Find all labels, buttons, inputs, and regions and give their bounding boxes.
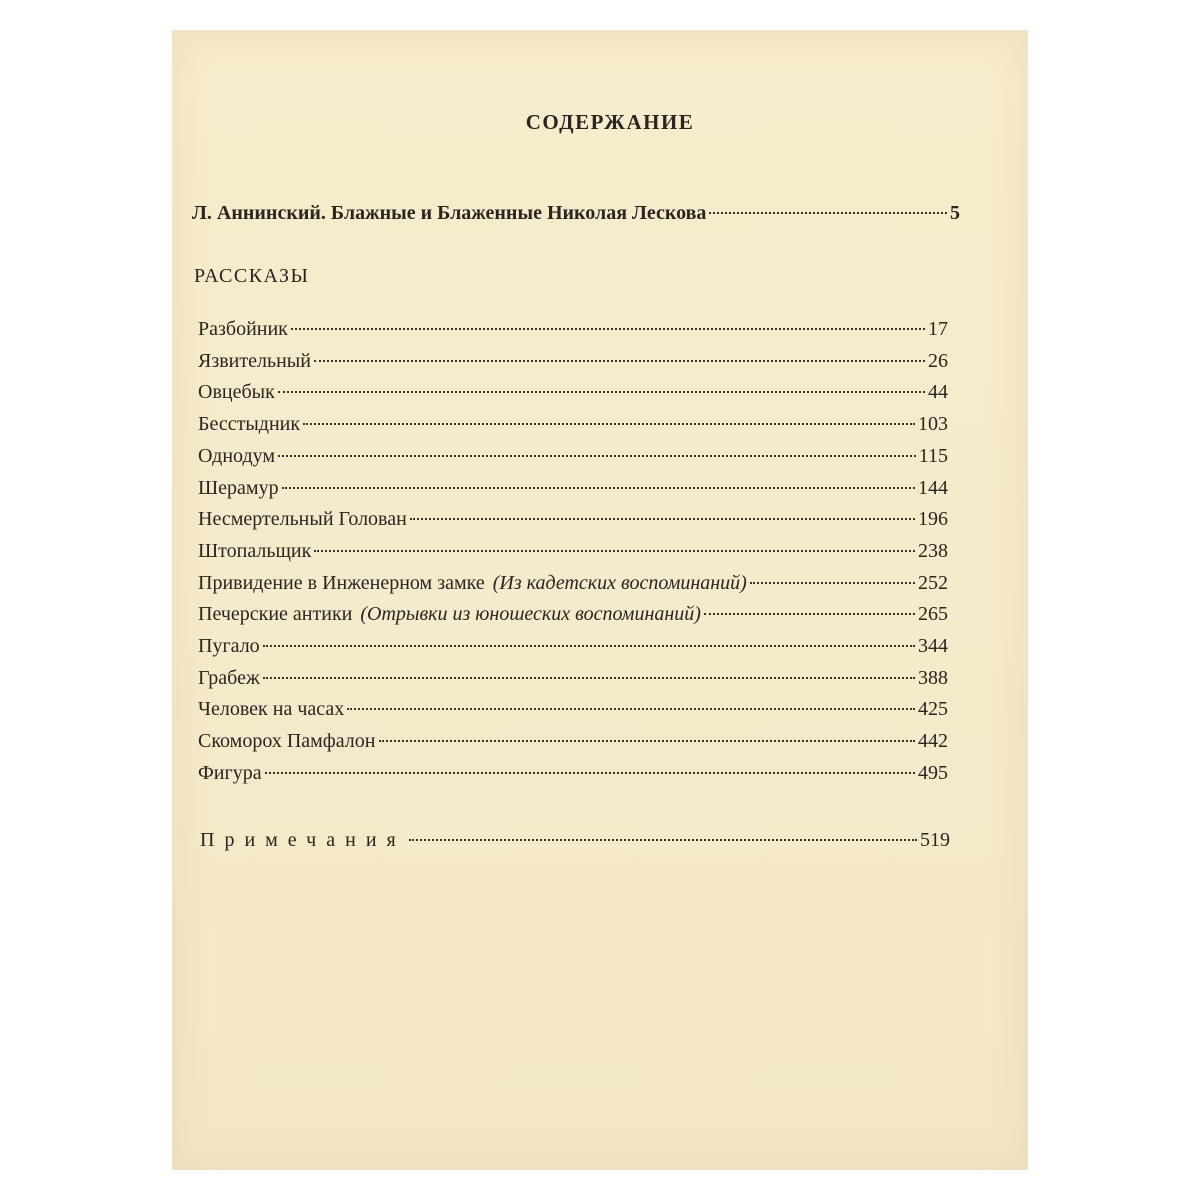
toc-entry	[198, 506, 948, 532]
dot-leader	[314, 550, 915, 552]
toc-entry	[198, 443, 948, 469]
book-page	[172, 30, 1028, 1170]
dot-leader	[704, 613, 915, 615]
toc-entry-title: Штопальщик	[198, 539, 312, 562]
toc-entry-page: 425	[918, 698, 948, 721]
toc-entry-intro	[192, 200, 960, 226]
toc-entry-page: 44	[928, 381, 948, 404]
toc-entry-title: Несмертельный Голован	[198, 508, 407, 531]
toc-entry	[198, 538, 948, 564]
toc-entry-page: 115	[918, 444, 948, 467]
toc-entry	[198, 348, 948, 374]
toc-entry-title: Бесстыдник	[198, 413, 301, 436]
dot-leader	[303, 423, 915, 425]
toc-entry-title: Фигура	[198, 761, 262, 784]
dot-leader	[263, 677, 915, 679]
page-heading: СОДЕРЖАНИЕ	[525, 110, 695, 134]
toc-entry-title: Грабеж	[198, 666, 260, 689]
toc-entry-subtitle: (Отрывки из юношеских воспоминаний)	[360, 603, 701, 626]
toc-entry	[198, 475, 948, 501]
dot-leader	[379, 740, 916, 742]
toc-entry-title: Овцебык	[198, 381, 275, 404]
dot-leader	[314, 360, 925, 362]
toc-entry-title: Скоморох Памфалон	[198, 730, 376, 753]
toc-entry	[198, 696, 948, 722]
toc-entry-title: Привидение в Инженерном замке	[198, 571, 485, 594]
toc-entry-title: Печерские антики	[198, 603, 353, 626]
toc-entry-title: Примечания	[200, 829, 406, 851]
toc-entry-title: Язвительный	[198, 349, 311, 372]
toc-entry-page: 252	[918, 571, 948, 594]
dot-leader	[282, 487, 915, 489]
dot-leader	[410, 518, 915, 520]
toc-entry-notes	[200, 827, 950, 853]
toc-entry-page: 388	[918, 666, 948, 689]
toc-entry-page: 26	[928, 349, 948, 372]
toc-entry-page: 495	[918, 761, 948, 784]
dot-leader	[750, 582, 915, 584]
toc-entry-page: 519	[920, 829, 950, 851]
dot-leader	[347, 708, 915, 710]
toc-entry-page: 344	[918, 635, 948, 657]
toc-entry-page: 17	[928, 318, 948, 340]
toc-entry-page: 265	[918, 603, 948, 626]
dot-leader	[278, 391, 925, 393]
toc-entry-title: Разбойник	[198, 318, 288, 340]
dot-leader	[709, 212, 947, 214]
toc-entry-page: 5	[950, 202, 960, 224]
dot-leader	[263, 645, 915, 647]
toc-entry-page: 144	[918, 476, 948, 499]
section-label: РАССКАЗЫ	[194, 265, 310, 287]
dot-leader	[278, 455, 916, 457]
toc-entry-page: 238	[918, 539, 948, 562]
toc-entry-title: Однодум	[198, 444, 276, 467]
toc-entry	[198, 601, 948, 627]
toc-entry-page: 196	[918, 508, 948, 531]
toc-entry-page: 103	[918, 413, 948, 436]
toc-entry-subtitle: (Из кадетских воспоминаний)	[492, 571, 747, 594]
toc-entry	[198, 316, 948, 342]
toc-entry	[198, 760, 948, 786]
dot-leader	[291, 328, 925, 330]
toc-entry	[198, 411, 948, 437]
dot-leader	[265, 772, 915, 774]
toc-entry-title: Человек на часах	[198, 698, 345, 721]
dot-leader	[409, 839, 917, 841]
toc-entry-page: 442	[918, 730, 948, 753]
toc-entry-title: Л. Аннинский. Блажные и Блаженные Николая Лескова	[192, 202, 707, 224]
toc-entry	[198, 379, 948, 405]
toc-entry	[198, 633, 948, 659]
toc-entry	[198, 728, 948, 754]
toc-entry	[198, 665, 948, 691]
toc-entry	[198, 570, 948, 596]
toc-entry-title: Пугало	[198, 635, 260, 657]
toc-entry-title: Шерамур	[198, 476, 279, 499]
